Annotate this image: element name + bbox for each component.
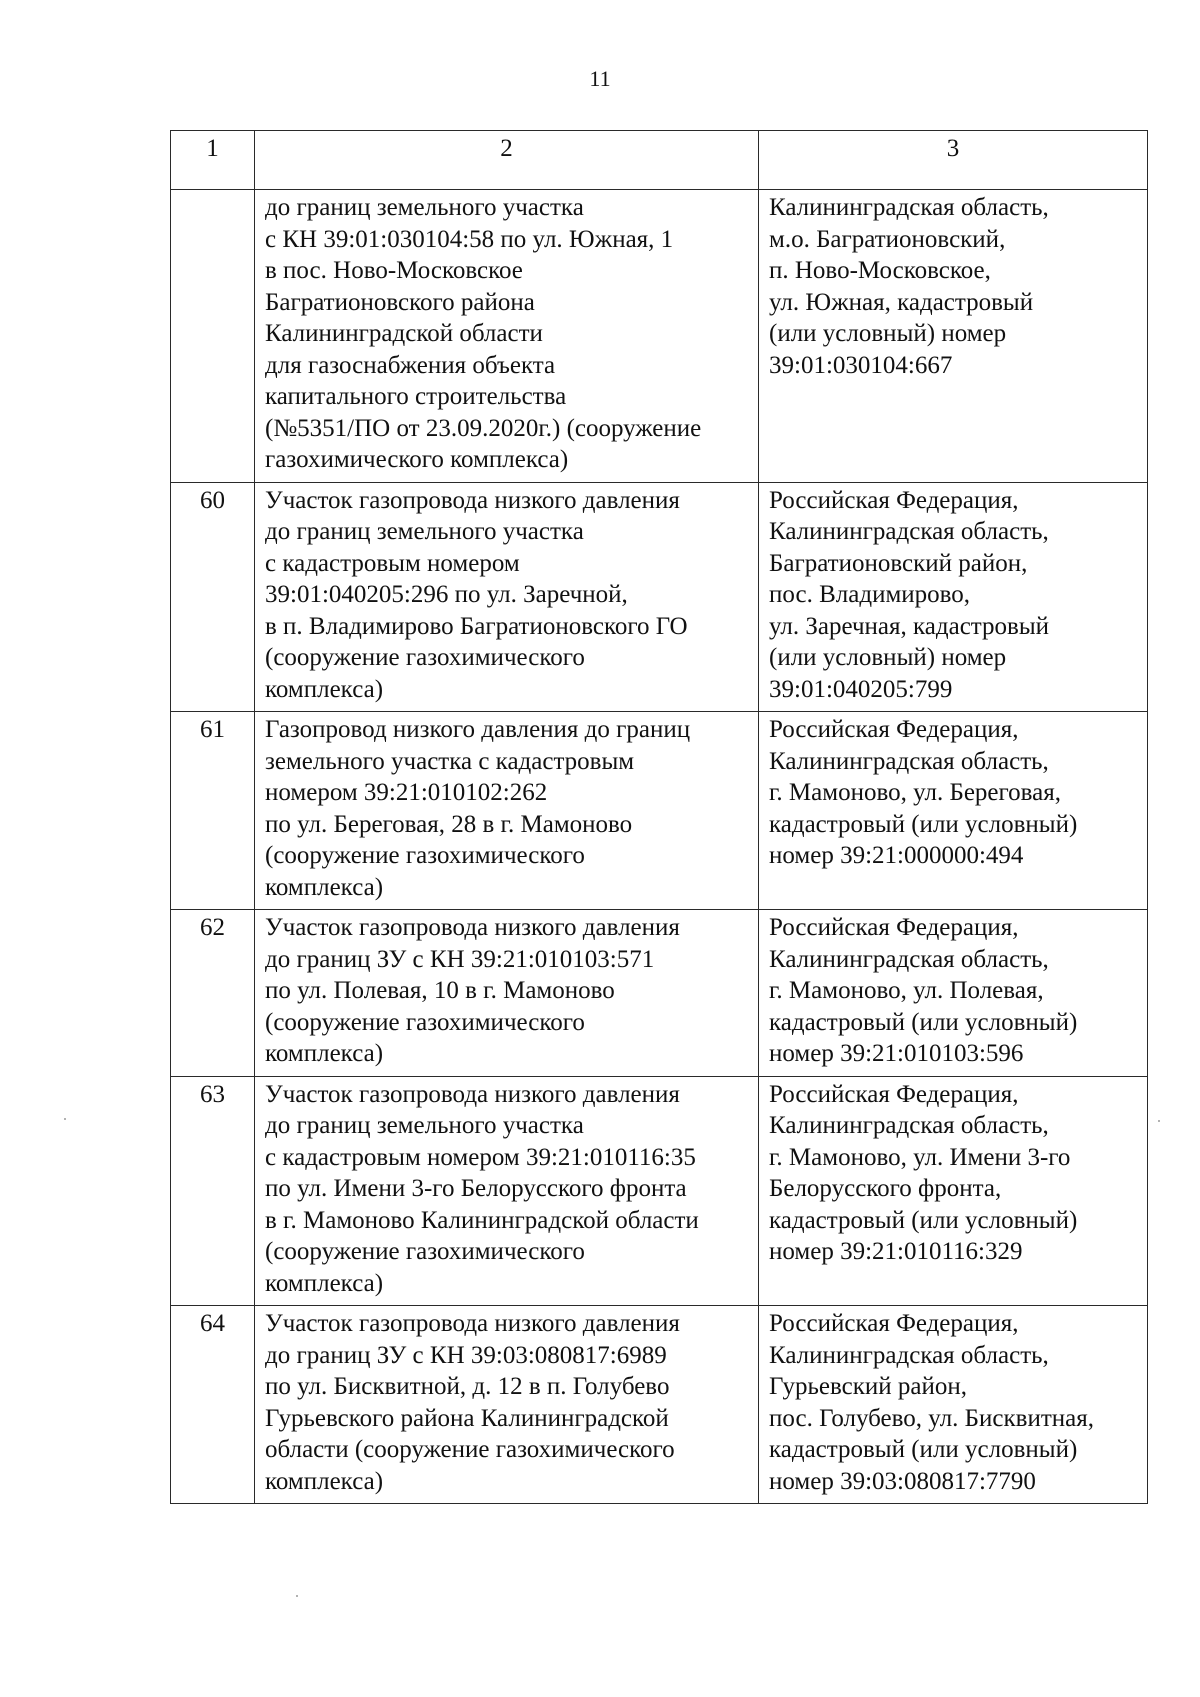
row-number: 63: [171, 1076, 255, 1306]
address-line: Калининградская область,: [769, 945, 1049, 973]
object-address: [759, 1076, 1148, 1306]
row-number: 60: [171, 482, 255, 712]
description-line: земельного участка с кадастровым: [265, 747, 635, 775]
column-header-3: 3: [759, 131, 1148, 190]
address-line: ул. Южная, кадастровый: [769, 288, 1034, 316]
column-header-1: 1: [171, 131, 255, 190]
address-line: номер 39:21:000000:494: [769, 842, 1024, 869]
address-line: Калининградская область,: [769, 1112, 1049, 1139]
address-line: Белорусского фронта,: [769, 1175, 1002, 1202]
address-line: Российская Федерация,: [769, 1080, 1019, 1108]
description-line: комплекса): [265, 1467, 384, 1495]
description-line: до границ ЗУ с КН 39:03:080817:6989: [265, 1341, 667, 1369]
description-line: Калининградской области: [265, 320, 543, 347]
object-description: [255, 1306, 759, 1504]
scan-speck: [64, 1118, 66, 1120]
description-line: Участок газопровода низкого давления: [265, 914, 680, 941]
column-header-2: 2: [255, 131, 759, 190]
address-line: п. Ново-Московское,: [769, 257, 991, 284]
row-number: 64: [171, 1306, 255, 1504]
address-line: (или условный) номер: [769, 320, 1007, 347]
address-line: м.о. Багратионовский,: [769, 225, 1006, 253]
description-line: по ул. Имени 3-го Белорусского фронта: [265, 1175, 687, 1202]
object-description: [255, 190, 759, 483]
description-line: (сооружение газохимического: [265, 644, 585, 671]
table-header-row: [171, 131, 1148, 190]
object-address: [759, 1306, 1148, 1504]
description-line: (сооружение газохимического: [265, 1008, 585, 1036]
table-row: [171, 482, 1148, 712]
object-description: [255, 1076, 759, 1306]
description-line: (№5351/ПО от 23.09.2020г.) (сооружение: [265, 414, 702, 442]
address-line: г. Мамоново, ул. Полевая,: [769, 977, 1044, 1004]
description-line: комплекса): [265, 675, 384, 703]
description-line: (сооружение газохимического: [265, 842, 585, 869]
address-line: пос. Владимирово,: [769, 581, 971, 608]
description-line: до границ земельного участка: [265, 1112, 584, 1139]
object-address: [759, 190, 1148, 483]
row-number: 61: [171, 712, 255, 910]
object-description: [255, 712, 759, 910]
table-row: [171, 910, 1148, 1077]
description-line: до границ земельного участка: [265, 194, 584, 221]
row-number: 62: [171, 910, 255, 1077]
address-line: г. Мамоново, ул. Береговая,: [769, 779, 1061, 806]
description-line: газохимического комплекса): [265, 446, 569, 473]
address-line: (или условный) номер: [769, 644, 1007, 671]
row-number: [171, 190, 255, 483]
object-description: [255, 910, 759, 1077]
description-line: Участок газопровода низкого давления: [265, 486, 680, 514]
address-line: Калининградская облaсть,: [769, 194, 1049, 221]
description-line: Участок газопровода низкого давления: [265, 1310, 680, 1337]
address-line: Калининградская область,: [769, 747, 1049, 775]
address-line: Российская Федерация,: [769, 914, 1019, 941]
description-line: в пос. Ново-Московское: [265, 257, 523, 284]
address-line: номер 39:03:080817:7790: [769, 1467, 1036, 1495]
address-line: г. Мамоново, ул. Имени 3-го: [769, 1143, 1071, 1171]
description-line: номером 39:21:010102:262: [265, 779, 548, 806]
scan-speck: [296, 1595, 298, 1597]
address-line: Калининградская область,: [769, 1341, 1049, 1369]
address-line: Российская Федерация,: [769, 1310, 1019, 1337]
description-line: комплекса): [265, 873, 384, 901]
address-line: номер 39:21:010116:329: [769, 1238, 1023, 1265]
address-line: Российская Федерация,: [769, 486, 1019, 514]
description-line: Багратионовского района: [265, 288, 535, 316]
description-line: в г. Мамоново Калининградской области: [265, 1206, 699, 1234]
address-line: 39:01:040205:799: [769, 675, 953, 703]
address-line: пос. Голубево, ул. Бисквитная,: [769, 1404, 1094, 1432]
description-line: комплекса): [265, 1269, 384, 1297]
description-line: по ул. Полевая, 10 в г. Мамоново: [265, 977, 615, 1004]
page-number: 11: [589, 66, 611, 91]
description-line: с кадастровым номером: [265, 549, 520, 577]
description-line: с КН 39:01:030104:58 по ул. Южная, 1: [265, 225, 674, 253]
description-line: области (сооружение газохимического: [265, 1436, 675, 1463]
description-line: Участок газопровода низкого давления: [265, 1080, 680, 1108]
description-line: по ул. Бисквитной, д. 12 в п. Голубево: [265, 1373, 670, 1400]
description-line: для газоснабжения объекта: [265, 351, 556, 379]
address-line: 39:01:030104:667: [769, 351, 953, 379]
table-row: [171, 1076, 1148, 1306]
address-line: кадастровый (или условный): [769, 1206, 1078, 1234]
description-line: до границ земельного участка: [265, 518, 584, 545]
address-line: кадастровый (или условный): [769, 810, 1078, 838]
table-row: [171, 712, 1148, 910]
description-line: (сооружение газохимического: [265, 1238, 585, 1265]
object-address: [759, 482, 1148, 712]
description-line: 39:01:040205:296 по ул. Заречной,: [265, 581, 628, 608]
address-line: Багратионовский район,: [769, 549, 1028, 577]
address-line: кадастровый (или условный): [769, 1008, 1078, 1036]
address-line: Калининградская область,: [769, 518, 1049, 545]
scan-speck: [1158, 1120, 1160, 1122]
description-line: по ул. Береговая, 28 в г. Мамоново: [265, 810, 633, 838]
address-line: Российская Федерация,: [769, 716, 1019, 743]
address-line: ул. Заречная, кадастровый: [769, 612, 1050, 640]
address-line: Гурьевский район,: [769, 1373, 968, 1400]
description-line: Газопровод низкого давления до границ: [265, 716, 691, 743]
object-address: [759, 910, 1148, 1077]
table-row: [171, 1306, 1148, 1504]
description-line: комплекса): [265, 1040, 384, 1067]
description-line: до границ ЗУ с КН 39:21:010103:571: [265, 945, 655, 973]
address-line: кадастровый (или условный): [769, 1436, 1078, 1463]
object-address: [759, 712, 1148, 910]
description-line: с кадастровым номером 39:21:010116:35: [265, 1143, 696, 1171]
address-line: номер 39:21:010103:596: [769, 1040, 1024, 1067]
object-description: [255, 482, 759, 712]
objects-table: [170, 130, 1148, 1504]
description-line: Гурьевского района Калининградской: [265, 1404, 669, 1432]
table-row: [171, 190, 1148, 483]
description-line: капитального строительства: [265, 383, 567, 410]
description-line: в п. Владимирово Багратионовского ГО: [265, 612, 688, 640]
